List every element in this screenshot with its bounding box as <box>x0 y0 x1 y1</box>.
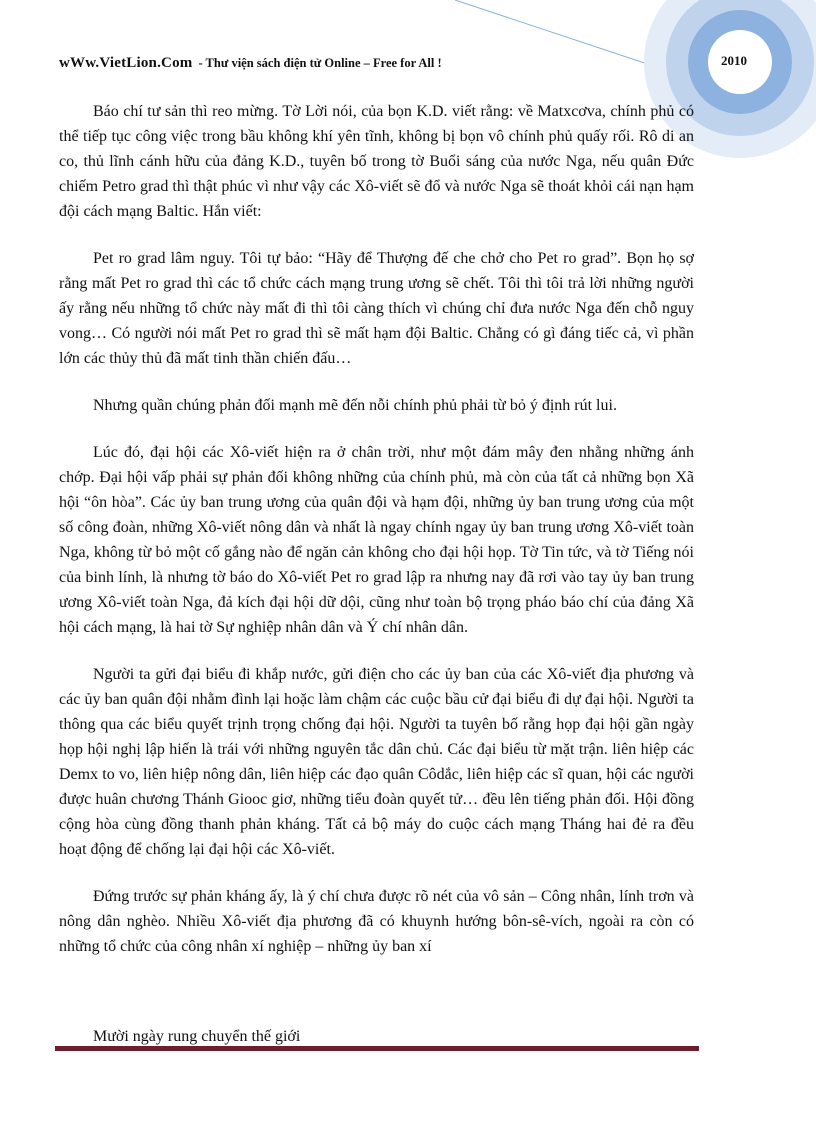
paragraph-2: Pet ro grad lâm nguy. Tôi tự bảo: “Hãy để Thượng đế che chở cho Pet ro grad”. Bọn họ sợ rằng mất Pet ro grad thì các tổ chức cách mạng trung ương sẽ chết. Tôi thì tôi trả lời những người ấy rằng nếu những tổ chức này mất đi thì tôi càng thích vì chúng chỉ đưa nước Nga đến chỗ nguy vong… Có người nói mất Pet ro grad thì sẽ mất hạm đội Baltic. Chẳng có gì đáng tiếc cả, vì phần lớn các thủy thủ đã mất tinh thần chiến đấu… <box>59 250 694 367</box>
paragraph-6: Đứng trước sự phản kháng ấy, là ý chí chưa được rõ nét của vô sản – Công nhân, lính trơn và nông dân nghèo. Nhiều Xô-viết địa phương đã có khuynh hướng bôn-sê-vích, ngoài ra còn có những tổ chức của công nhân xí nghiệp – những ủy ban xí <box>59 888 694 955</box>
footer-rule <box>55 1046 699 1051</box>
paragraph-5: Người ta gửi đại biểu đi khắp nước, gửi điện cho các ủy ban của các Xô-viết địa phương và các ủy ban quân đội nhằm đình lại hoặc làm chậm các cuộc bầu cử đại biểu đi dự đại hội. Người ta thông qua các biểu quyết trịnh trọng chống đại hội. Người ta tuyên bố rằng họp đại hội gần ngày họp hội nghị lập hiến là trái với những nguyên tắc dân chủ. Các đại biểu từ mặt trận. liên hiệp các Demx to vo, liên hiệp nông dân, liên hiệp các đạo quân Côdắc, liên hiệp các sĩ quan, hội các người được huân chương Thánh Giooc giơ, những tiểu đoàn quyết tử… đều lên tiếng phản đối. Hội đồng cộng hòa cùng đồng thanh phản kháng. Tất cả bộ máy do cuộc cách mạng Tháng hai đẻ ra đều hoạt động để chống lại đại hội các Xô-viết. <box>59 666 694 858</box>
paragraph-4: Lúc đó, đại hội các Xô-viết hiện ra ở chân trời, như một đám mây đen nhằng những ánh chớp. Đại hội vấp phải sự phản đối không những của chính phủ, mà còn của tất cả những bọn Xã hội “ôn hòa”. Các ủy ban trung ương của quân đội và hạm đội, những ủy ban trung ương của một số công đoàn, những Xô-viết nông dân và nhất là ngay chính ngay ủy ban trung ương Xô-viết toàn Nga, không từ bỏ một cố gắng nào để ngăn cản không cho đại hội họp. Tờ Tin tức, và tờ Tiếng nói của binh lính, là nhưng tờ báo do Xô-viết Pet ro grad lập ra nhưng nay đã rơi vào tay ủy ban trung ương Xô-viết toàn Nga, đả kích đại hội dữ dội, cũng như toàn bộ trọng pháo báo chí của đảng Xã hội cách mạng, là hai tờ Sự nghiệp nhân dân và Ý chí nhân dân. <box>59 444 694 636</box>
header-tagline: - Thư viện sách điện tử Online – Free for All ! <box>198 56 442 70</box>
document-body <box>59 99 694 981</box>
page-header <box>59 54 442 72</box>
year-badge: 2010 <box>721 53 747 68</box>
paragraph-3: Nhưng quần chúng phản đối mạnh mẽ đến nỗi chính phủ phải từ bỏ ý định rút lui. <box>93 397 617 414</box>
site-name: wWw.VietLion.Com <box>59 55 193 71</box>
paragraph-1: Báo chí tư sản thì reo mừng. Tờ Lời nói, của bọn K.D. viết rằng: về Matxcơva, chính phủ có thể tiếp tục công việc trong bầu không khí yên tĩnh, không bị bọn vô chính phủ quấy rối. Rô di an co, thủ lĩnh cánh hữu của đảng K.D., tuyên bố trong tờ Buổi sáng của nước Nga, nếu quân Đức chiếm Petro grad thì thật phúc vì như vậy các Xô-viết sẽ đổ và nước Nga sẽ thoát khỏi cái nạn hạm đội cách mạng Baltic. Hắn viết: <box>59 103 694 220</box>
footer-book-title: Mười ngày rung chuyển thế giới <box>93 1028 301 1045</box>
